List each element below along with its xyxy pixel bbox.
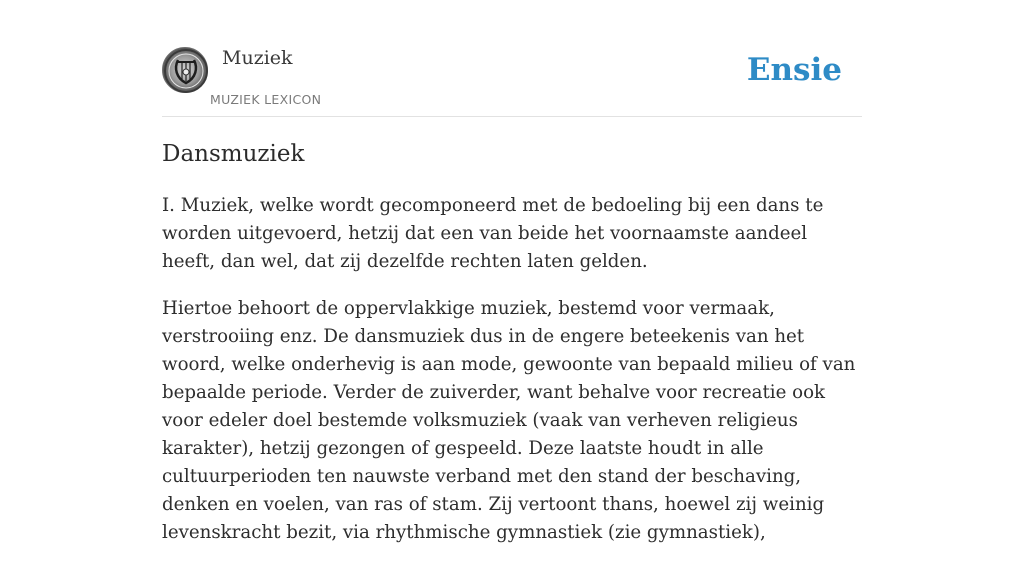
lyre-emblem-icon[interactable] — [162, 47, 208, 93]
site-header — [162, 46, 862, 117]
article-paragraph: Hiertoe behoort de oppervlakkige muziek, bestemd voor vermaak, verstrooiing enz. De dansmuziek dus in de engere beteekenis van het woord, welke onderhevig is aan mode, gewoonte van bepaald milieu of van bepaalde periode. Verder de zuiverder, want behalve voor recreatie ook voor edeler doel bestemde volksmuziek (vaak van verheven religieus karakter), hetzij gezongen of gespeeld. Deze laatste houdt in alle cultuurperioden ten nauwste verband met den stand der beschaving, denken en voelen, van ras of stam. Zij vertoont thans, hoewel zij weinig levenskracht bezit, via rhythmische gymnastiek (zie gymnastiek), — [162, 298, 856, 543]
brand-logo-link[interactable]: Ensie — [746, 52, 842, 88]
article-paragraph: I. Muziek, welke wordt gecomponeerd met de bedoeling bij een dans te worden uitgevoerd, hetzij dat een van beide het voornaamste aandeel heeft, dan wel, dat zij dezelfde rechten laten gelden. — [162, 195, 824, 272]
page-title: Dansmuziek — [162, 141, 305, 167]
category-subtitle[interactable]: MUZIEK LEXICON — [210, 92, 322, 107]
article-body — [162, 192, 862, 566]
category-title[interactable]: Muziek — [222, 47, 293, 69]
